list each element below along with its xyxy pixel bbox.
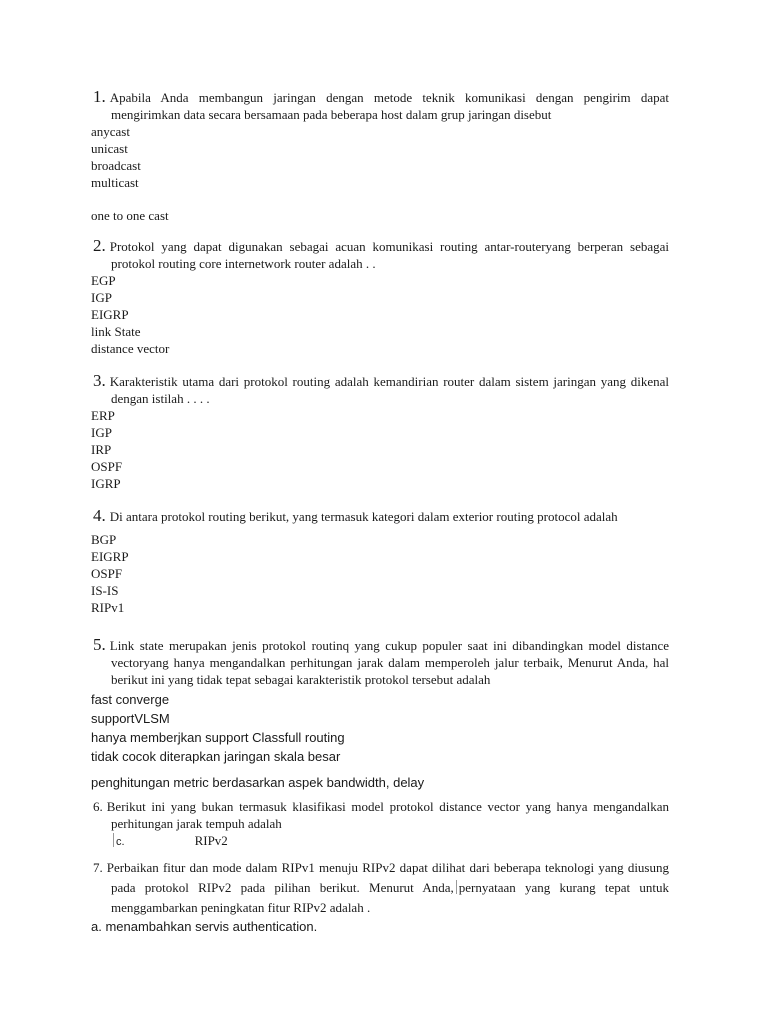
- question-6: [93, 798, 669, 851]
- option: ERP: [91, 408, 115, 423]
- option: EIGRP: [91, 307, 129, 322]
- question-3-text: 3. Karakteristik utama dari protokol routing adalah kemandirian router dalam sistem jaringan yang dikenal dengan istilah . . . .: [93, 371, 669, 406]
- question-4: [93, 507, 669, 616]
- question-7-number: 7.: [93, 860, 103, 875]
- question-1-text: 1. Apabila Anda membangun jaringan dengan metode teknik komunikasi dengan pengirim dapat mengirimkan data secara bersamaan pada beberapa host dalam grup jaringan disebut: [93, 87, 669, 122]
- option: one to one cast: [91, 208, 169, 223]
- text-cursor: [456, 880, 457, 894]
- option: multicast: [91, 175, 139, 190]
- option: EGP: [91, 273, 116, 288]
- option: supportVLSM: [91, 711, 170, 726]
- question-5: [93, 636, 669, 791]
- question-4-number: 4.: [93, 506, 106, 525]
- option: distance vector: [91, 341, 170, 356]
- option: IS-IS: [91, 583, 119, 598]
- question-5-text: 5. Link state merupakan jenis protokol routinq yang cukup populer saat ini dibandingkan model distance vectoryang hanya mengandalkan perhitungan jarak dalam memperoleh jalur terbaik, Menurut Anda, hal berikut ini yang tidak tepat sebagai karakteristik protokol tersebut adalah: [93, 635, 669, 687]
- question-2-number: 2.: [93, 236, 106, 255]
- question-5-options: [91, 690, 669, 766]
- question-3: [93, 372, 669, 492]
- question-1-number: 1.: [93, 87, 106, 106]
- option: broadcast: [91, 158, 141, 173]
- option: penghitungan metric berdasarkan aspek bandwidth, delay: [91, 775, 425, 790]
- option: unicast: [91, 141, 128, 156]
- question-2-options: [91, 272, 669, 357]
- question-2-text: 2. Protokol yang dapat digunakan sebagai acuan komunikasi routing antar-routeryang berperan sebagai protokol routing core internetwork router adalah . .: [93, 236, 669, 271]
- question-6-option: [93, 832, 669, 851]
- option: IGP: [91, 290, 112, 305]
- option: hanya memberjkan support Classfull routing: [91, 730, 345, 745]
- option: OSPF: [91, 459, 123, 474]
- question-1-options: [91, 123, 669, 191]
- question-5-number: 5.: [93, 635, 106, 654]
- option: link State: [91, 324, 141, 339]
- question-1: [93, 88, 669, 224]
- question-3-options: [91, 407, 669, 492]
- option: IGP: [91, 425, 112, 440]
- option: anycast: [91, 124, 130, 139]
- option-value: RIPv2: [194, 833, 228, 848]
- option: RIPv1: [91, 600, 125, 615]
- question-3-number: 3.: [93, 371, 106, 390]
- option: OSPF: [91, 566, 123, 581]
- question-7-option: a. menambahkan servis authentication.: [91, 919, 318, 934]
- option: IGRP: [91, 476, 121, 491]
- question-6-text: 6. Berikut ini yang bukan termasuk klasifikasi model protokol distance vector yang hanya mengandalkan perhitungan jarak tempuh adalah: [93, 799, 669, 831]
- question-7: [93, 858, 669, 935]
- option: fast converge: [91, 692, 170, 707]
- question-4-text: 4. Di antara protokol routing berikut, yang termasuk kategori dalam exterior routing protocol adalah: [93, 506, 618, 525]
- option: EIGRP: [91, 549, 129, 564]
- option: BGP: [91, 532, 117, 547]
- text-cursor: [113, 833, 114, 847]
- question-4-options: [91, 531, 669, 616]
- question-6-number: 6.: [93, 799, 103, 814]
- option-label: c.: [116, 836, 125, 848]
- option: IRP: [91, 442, 112, 457]
- question-7-text: 7. Perbaikan fitur dan mode dalam RIPv1 menuju RIPv2 dapat dilihat dari beberapa teknologi yang diusung pada protokol RIPv2 pada pilihan berikut. Menurut Anda, pernyataan yang kurang tepat untuk menggambarkan peningkatan fitur RIPv2 adalah .: [93, 860, 669, 915]
- question-2: [93, 237, 669, 357]
- option: tidak cocok diterapkan jaringan skala besar: [91, 749, 341, 764]
